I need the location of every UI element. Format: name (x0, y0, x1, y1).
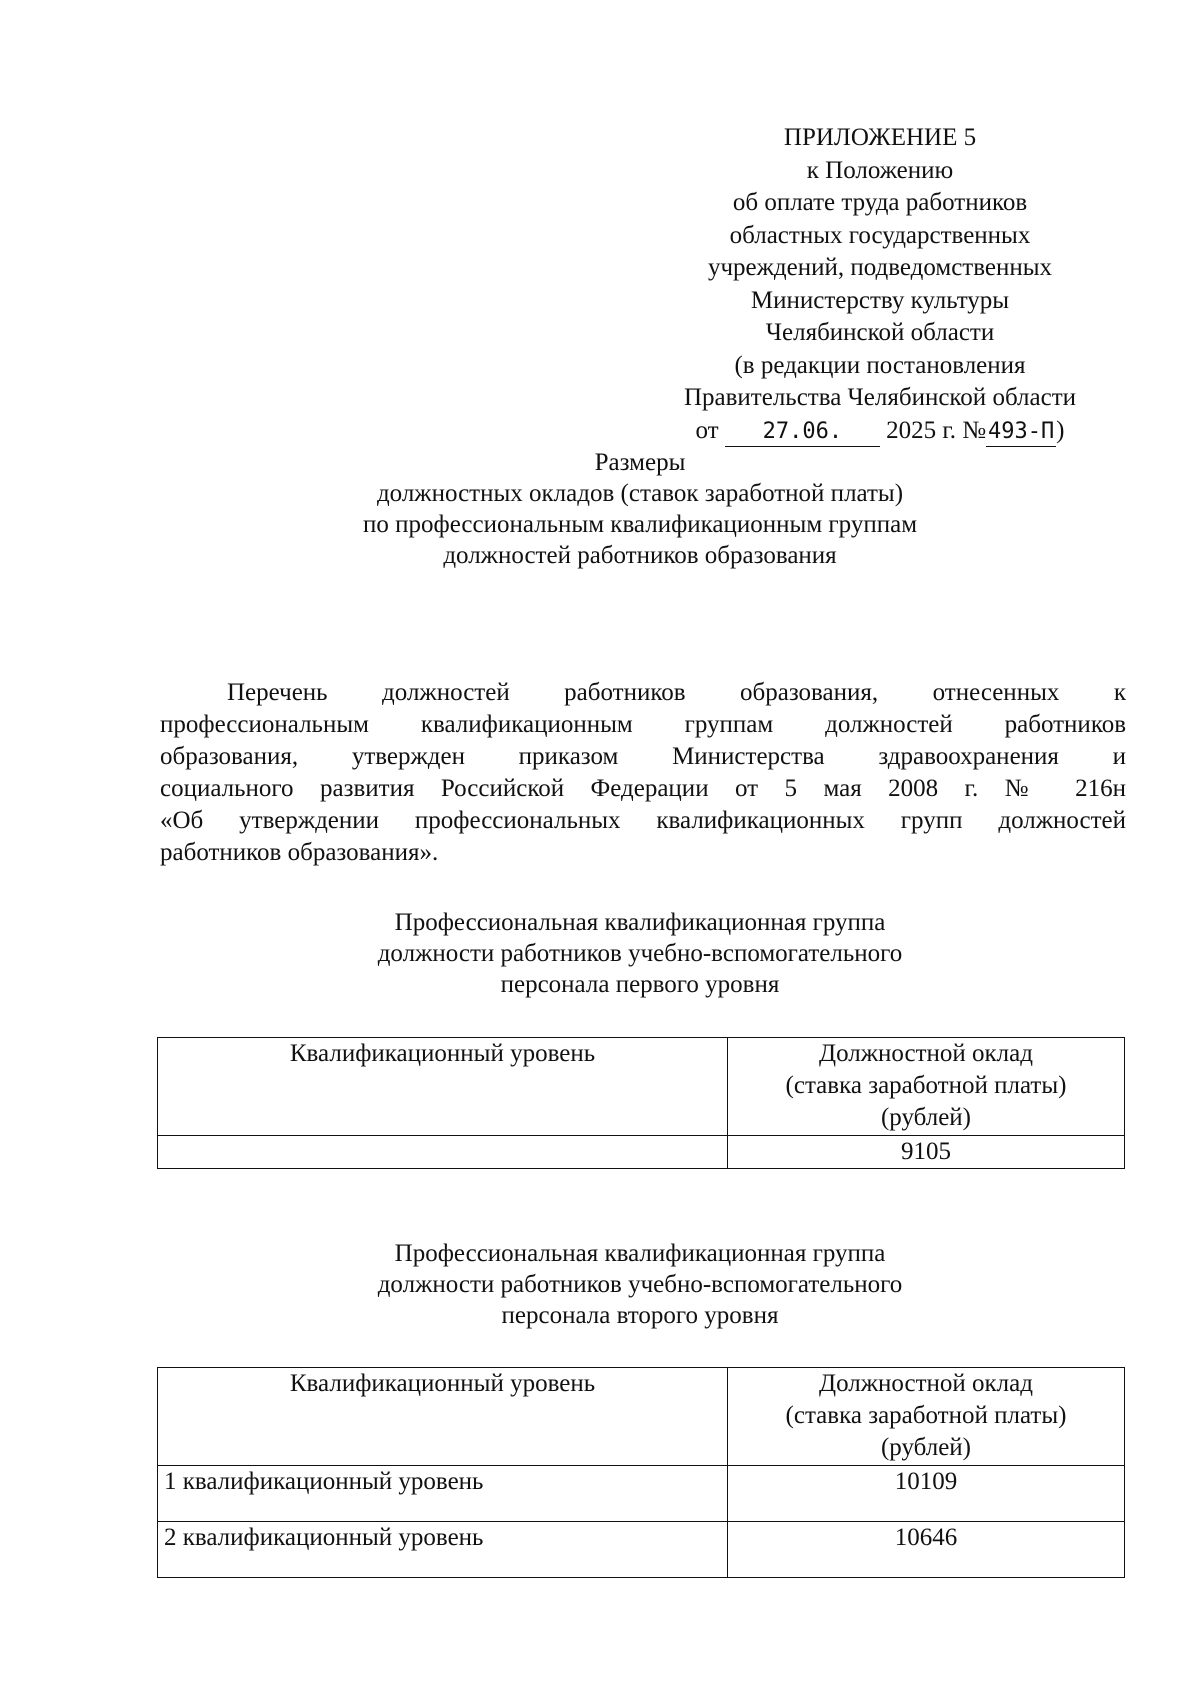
group-title-line: Профессиональная квалификационная группа (394, 909, 886, 936)
header-salary-line: Должностной оклад (819, 1370, 1033, 1397)
appendix-line: Правительства Челябинской области (683, 384, 1077, 411)
paragraph-line: профессиональным квалификационным группам должностей работников (160, 711, 1126, 738)
paragraph-line: образования, утвержден приказом Министерства здравоохранения и (160, 743, 1126, 770)
appendix-block (640, 122, 1120, 447)
resolution-year: 2025 г. № (886, 416, 987, 444)
header-level: Квалификационный уровень (158, 1368, 728, 1466)
paragraph-line: «Об утверждении профессиональных квалификационных групп должностей (160, 807, 1126, 834)
intro-paragraph (160, 677, 1126, 869)
row-level (158, 1136, 728, 1169)
header-level: Квалификационный уровень (158, 1038, 728, 1136)
row-level: 1 квалификационный уровень (158, 1466, 728, 1522)
appendix-line: областных государственных (729, 221, 1031, 249)
group-title-line: должности работников учебно-вспомогательного (377, 1271, 903, 1298)
appendix-title: ПРИЛОЖЕНИЕ 5 (783, 124, 977, 151)
paragraph-line: социального развития Российской Федерации от 5 мая 2008 г. № 216н (160, 775, 1126, 802)
row-level: 2 квалификационный уровень (158, 1522, 728, 1578)
header-salary (728, 1368, 1125, 1466)
group-title-line: должности работников учебно-вспомогательного (377, 940, 903, 967)
row-salary: 9105 (728, 1136, 1125, 1169)
heading-line: Размеры (594, 449, 686, 476)
paragraph-line: Перечень должностей работников образования, отнесенных к (227, 679, 1126, 706)
table-row (158, 1466, 1125, 1522)
group-title-line: персонала первого уровня (500, 971, 780, 998)
heading-line: по профессиональным квалификационным группам (362, 511, 918, 538)
group1-salary-table (157, 1037, 1125, 1169)
row-salary: 10109 (728, 1466, 1125, 1522)
appendix-line: (в редакции постановления (734, 351, 1026, 379)
group-title-line: персонала второго уровня (501, 1302, 779, 1329)
resolution-date-line (640, 415, 1120, 448)
date-prefix: от (695, 416, 719, 444)
appendix-line: к Положению (806, 156, 954, 184)
table-header-row (158, 1038, 1125, 1136)
header-salary-line: (ставка заработной платы) (785, 1402, 1067, 1429)
document-heading (160, 447, 1120, 571)
header-salary-line: (рублей) (880, 1104, 972, 1131)
header-salary-line: (рублей) (880, 1434, 972, 1461)
resolution-date: 27.06. (725, 418, 880, 447)
closing-paren: ) (1056, 416, 1065, 444)
appendix-line: об оплате труда работников (732, 189, 1028, 216)
paragraph-line: работников образования». (160, 839, 439, 866)
group-title-line: Профессиональная квалификационная группа (394, 1240, 886, 1267)
resolution-number: 493-П (986, 418, 1056, 447)
table-row (158, 1522, 1125, 1578)
group1-heading (160, 907, 1120, 1000)
table-header-row (158, 1368, 1125, 1466)
appendix-line: учреждений, подведомственных (707, 254, 1053, 281)
row-salary: 10646 (728, 1522, 1125, 1578)
group2-heading (160, 1238, 1120, 1331)
heading-line: должностных окладов (ставок заработной платы) (376, 480, 904, 507)
appendix-line: Челябинской области (765, 319, 995, 346)
group2-salary-table (157, 1367, 1125, 1578)
heading-line: должностей работников образования (443, 542, 837, 569)
header-salary-line: (ставка заработной платы) (785, 1072, 1067, 1099)
header-salary (728, 1038, 1125, 1136)
header-salary-line: Должностной оклад (819, 1040, 1033, 1067)
appendix-line: Министерству культуры (750, 286, 1010, 314)
table-row (158, 1136, 1125, 1169)
